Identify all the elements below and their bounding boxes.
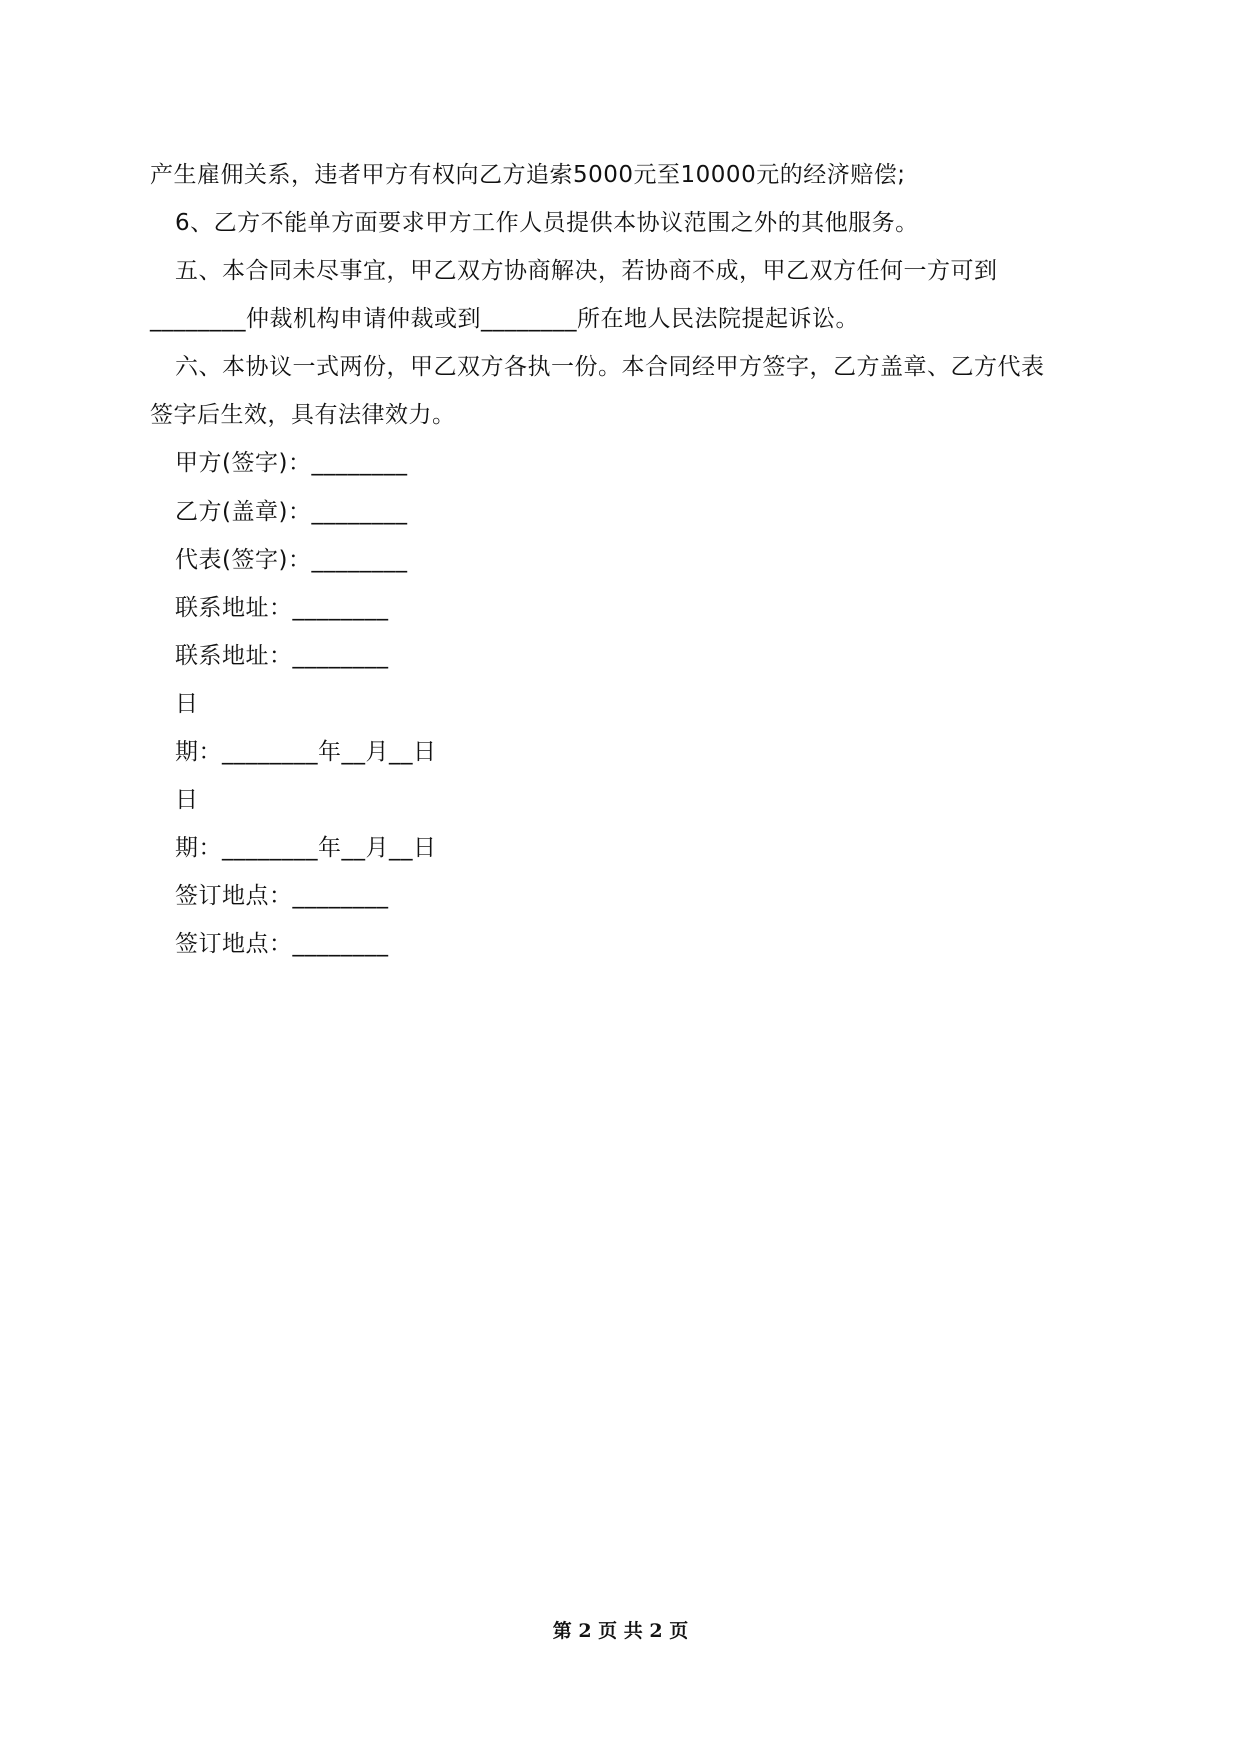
date-field: 期：________年__月__日 (175, 739, 437, 765)
section-6-line-1: 六、本协议一式两份，甲乙双方各执一份。本合同经甲方签字，乙方盖章、乙方代表 (175, 354, 1045, 380)
date-label-top: 日 (175, 787, 199, 813)
contact-address-field: 联系地址：________ (175, 595, 389, 621)
section-5-line-2: ________仲裁机构申请仲裁或到________所在地人民法院提起诉讼。 (150, 306, 859, 332)
section-5-line-1: 五、本合同未尽事宜，甲乙双方协商解决，若协商不成，甲乙双方任何一方可到 (175, 258, 998, 284)
representative-signature-field: 代表(签字)：________ (175, 547, 408, 573)
party-b-seal-field: 乙方(盖章)：________ (175, 499, 408, 525)
paragraph-line: 产生雇佣关系，违者甲方有权向乙方追索5000元至10000元的经济赔偿; (150, 162, 906, 188)
contact-address-field: 联系地址：________ (175, 643, 389, 669)
page-footer: 第 2 页 共 2 页 (552, 1620, 689, 1642)
section-6-line-2: 签字后生效，具有法律效力。 (150, 402, 456, 428)
signing-place-field: 签订地点：________ (175, 931, 389, 957)
party-a-signature-field: 甲方(签字)：________ (175, 450, 408, 476)
clause-6: 6、乙方不能单方面要求甲方工作人员提供本协议范围之外的其他服务。 (175, 210, 919, 236)
date-field: 期：________年__月__日 (175, 835, 437, 861)
signing-place-field: 签订地点：________ (175, 883, 389, 909)
date-label-top: 日 (175, 691, 199, 717)
